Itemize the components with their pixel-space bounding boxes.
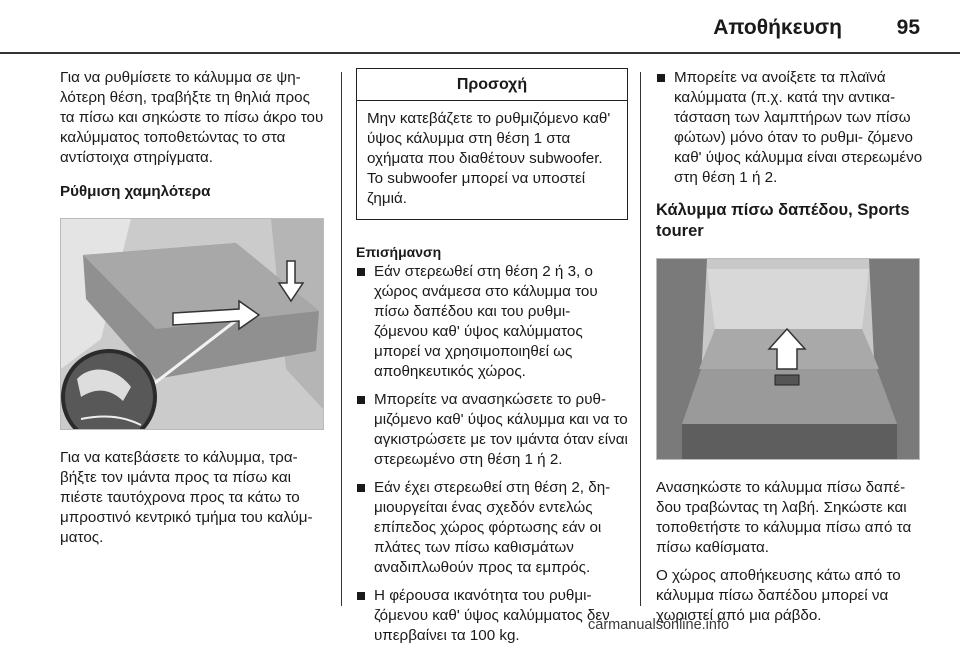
column-divider-1	[341, 72, 342, 606]
illustration-floor-cover	[656, 258, 920, 460]
list-item	[356, 262, 628, 382]
list-item	[656, 68, 924, 188]
lowering-paragraph: Για να κατεβάσετε το κάλυμμα, τρα- βήξτε τον ιμάντα προς τα πίσω και πιέστε ταυτόχρονα προς τα κάτω το μπροστινό κεντρικό τμήμα του καλύμ- ματος.	[60, 449, 313, 546]
floor-cover-paragraph-2: Ο χώρος αποθήκευσης κάτω από το κάλυμμα πίσω δαπέδου μπορεί να χωριστεί από μια ράβδο.	[656, 567, 901, 624]
illustration-lower-cover	[60, 218, 324, 430]
intro-paragraph: Για να ρυθμίσετε το κάλυμμα σε ψη- λότερη θέση, τραβήξτε τη θηλιά προς τα πίσω και σηκώστε το πίσω άκρο του καλύμματος τοποθετώντας το στα αντίστοιχα στηρίγματα.	[60, 69, 324, 166]
list-item	[356, 586, 628, 646]
cover-lowering-illustration	[61, 219, 323, 429]
column-1	[60, 68, 325, 548]
header-divider	[0, 52, 960, 54]
page-number: 95	[896, 16, 920, 39]
bullet-text: Εάν στερεωθεί στη θέση 2 ή 3, ο χώρος ανάμεσα στο κάλυμμα του πίσω δαπέδου και του ρυθμι- ζόμενου καθ' ύψος καλύμματος μπορεί να χρησιμοποιηθεί ως αποθηκευτικός χώρος.	[374, 263, 598, 380]
square-bullet-icon	[357, 484, 365, 492]
subheading-lower: Ρύθμιση χαμηλότερα	[60, 183, 211, 200]
bullet-text: Εάν έχει στερεωθεί στη θέση 2, δη- μιουργείται ένας σχεδόν εντελώς επίπεδος χώρος φόρτωσης εάν οι πλάτες των πίσω καθισμάτων αναδιπλωθούν προς τα εμπρός.	[374, 479, 611, 576]
caution-text: Μην κατεβάζετε το ρυθμιζόμενο καθ' ύψος κάλυμμα στη θέση 1 στα οχήματα που διαθέτουν subwoofer. Το subwoofer μπορεί να υποστεί ζημιά.	[367, 110, 611, 207]
watermark: carmanualsonline.info	[588, 617, 730, 633]
caution-title: Προσοχή	[357, 69, 627, 101]
column-2	[356, 68, 628, 654]
bullet-text: Μπορείτε να ανοίξετε τα πλαϊνά καλύμματα (π.χ. κατά την αντικα- τάσταση των λαμπτήρων των πίσω φώτων) μόνο όταν το ρυθμι- ζόμενο καθ' ύψος κάλυμμα είναι στερεωμένο στη θέση 1 ή 2.	[674, 69, 923, 186]
square-bullet-icon	[357, 396, 365, 404]
section-title: Αποθήκευση	[713, 16, 842, 39]
square-bullet-icon	[657, 74, 665, 82]
floor-cover-paragraph-1: Ανασηκώστε το κάλυμμα πίσω δαπέ- δου τραβώντας τη λαβή. Σηκώστε και τοποθετήστε το κάλυμμα πίσω από τα πίσω καθίσματα.	[656, 479, 912, 556]
floor-cover-heading: Κάλυμμα πίσω δαπέδου, Sports tourer	[656, 201, 910, 240]
floor-cover-illustration	[657, 259, 919, 459]
caution-box	[356, 68, 628, 220]
page-header	[0, 0, 960, 50]
square-bullet-icon	[357, 592, 365, 600]
bullet-text: Η φέρουσα ικανότητα του ρυθμι- ζόμενου καθ' ύψος καλύμματος δεν υπερβαίνει τα 100 kg.	[374, 587, 610, 644]
note-bullets	[356, 262, 628, 646]
bullet-text: Μπορείτε να ανασηκώσετε το ρυθ- μιζόμενο καθ' ύψος κάλυμμα και να το αγκιστρώσετε με τον ιμάντα όταν είναι στερεωμένο στη θέση 1 ή 2.	[374, 391, 628, 468]
column-3	[656, 68, 924, 626]
list-item	[356, 390, 628, 470]
square-bullet-icon	[357, 268, 365, 276]
note-title: Επισήμανση	[356, 244, 442, 260]
list-item	[356, 478, 628, 578]
column-divider-2	[640, 72, 641, 606]
column-3-bullets	[656, 68, 924, 188]
